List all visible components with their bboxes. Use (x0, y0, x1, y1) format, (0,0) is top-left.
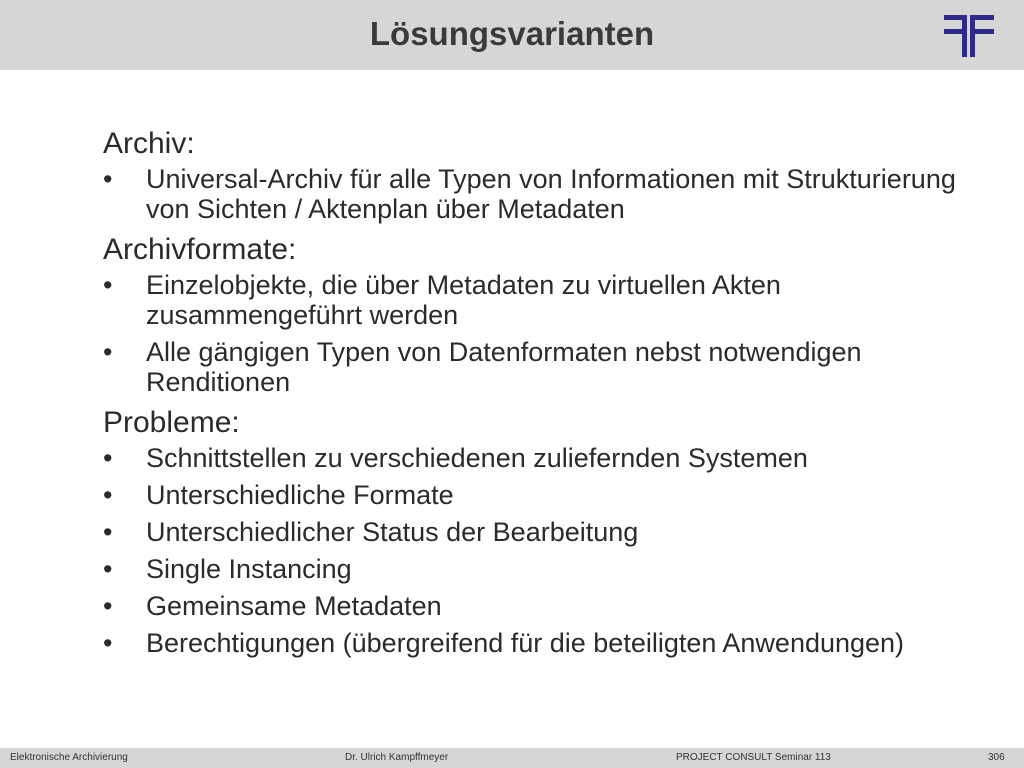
list-item-text: Berechtigungen (übergreifend für die beteiligten Anwendungen) (146, 628, 905, 658)
bullet-icon: • (103, 554, 113, 584)
footer-bar (0, 748, 1024, 768)
bullet-icon: • (103, 591, 113, 621)
footer-seminar: PROJECT CONSULT Seminar 113 (676, 752, 831, 763)
section-heading: Archivformate: (103, 233, 297, 266)
slide-content (103, 126, 983, 666)
header-bar (0, 0, 1024, 70)
bullet-icon: • (103, 443, 113, 473)
section-heading: Probleme: (103, 406, 240, 439)
section-heading: Archiv: (103, 127, 195, 160)
page-number: 306 (988, 752, 1005, 763)
list-item (103, 164, 983, 224)
section-archiv (103, 126, 983, 224)
section-probleme (103, 405, 983, 658)
bullet-icon: • (103, 164, 113, 194)
list-item-text: Schnittstellen zu verschiedenen zuliefernden Systemen (146, 443, 808, 473)
list-item (103, 517, 983, 547)
footer-author: Dr. Ulrich Kampffmeyer (345, 752, 449, 763)
list-item (103, 480, 983, 510)
list-item (103, 628, 983, 658)
slide-title: Lösungsvarianten (369, 15, 655, 52)
section-archivformate (103, 232, 983, 397)
list-item-text: Gemeinsame Metadaten (146, 591, 442, 621)
list-item-text: Universal-Archiv für alle Typen von Informationen mit Strukturierung von Sichten / Aktenplan über Metadaten (146, 164, 956, 224)
list-item-text: Unterschiedliche Formate (146, 480, 454, 510)
list-item (103, 591, 983, 621)
list-item (103, 337, 983, 397)
list-item (103, 443, 983, 473)
list-item (103, 270, 983, 330)
bullet-icon: • (103, 628, 113, 658)
footer-topic: Elektronische Archivierung (10, 752, 128, 763)
list-item-text: Alle gängigen Typen von Datenformaten nebst notwendigen Renditionen (146, 337, 862, 397)
list-item-text: Unterschiedlicher Status der Bearbeitung (146, 517, 639, 547)
bullet-icon: • (103, 480, 113, 510)
bullet-icon: • (103, 517, 113, 547)
list-item (103, 554, 983, 584)
list-item-text: Single Instancing (146, 554, 352, 584)
list-item-text: Einzelobjekte, die über Metadaten zu virtuellen Akten zusammengeführt werden (146, 270, 781, 330)
bullet-icon: • (103, 337, 113, 367)
bullet-icon: • (103, 270, 113, 300)
project-consult-logo-icon (944, 15, 994, 57)
